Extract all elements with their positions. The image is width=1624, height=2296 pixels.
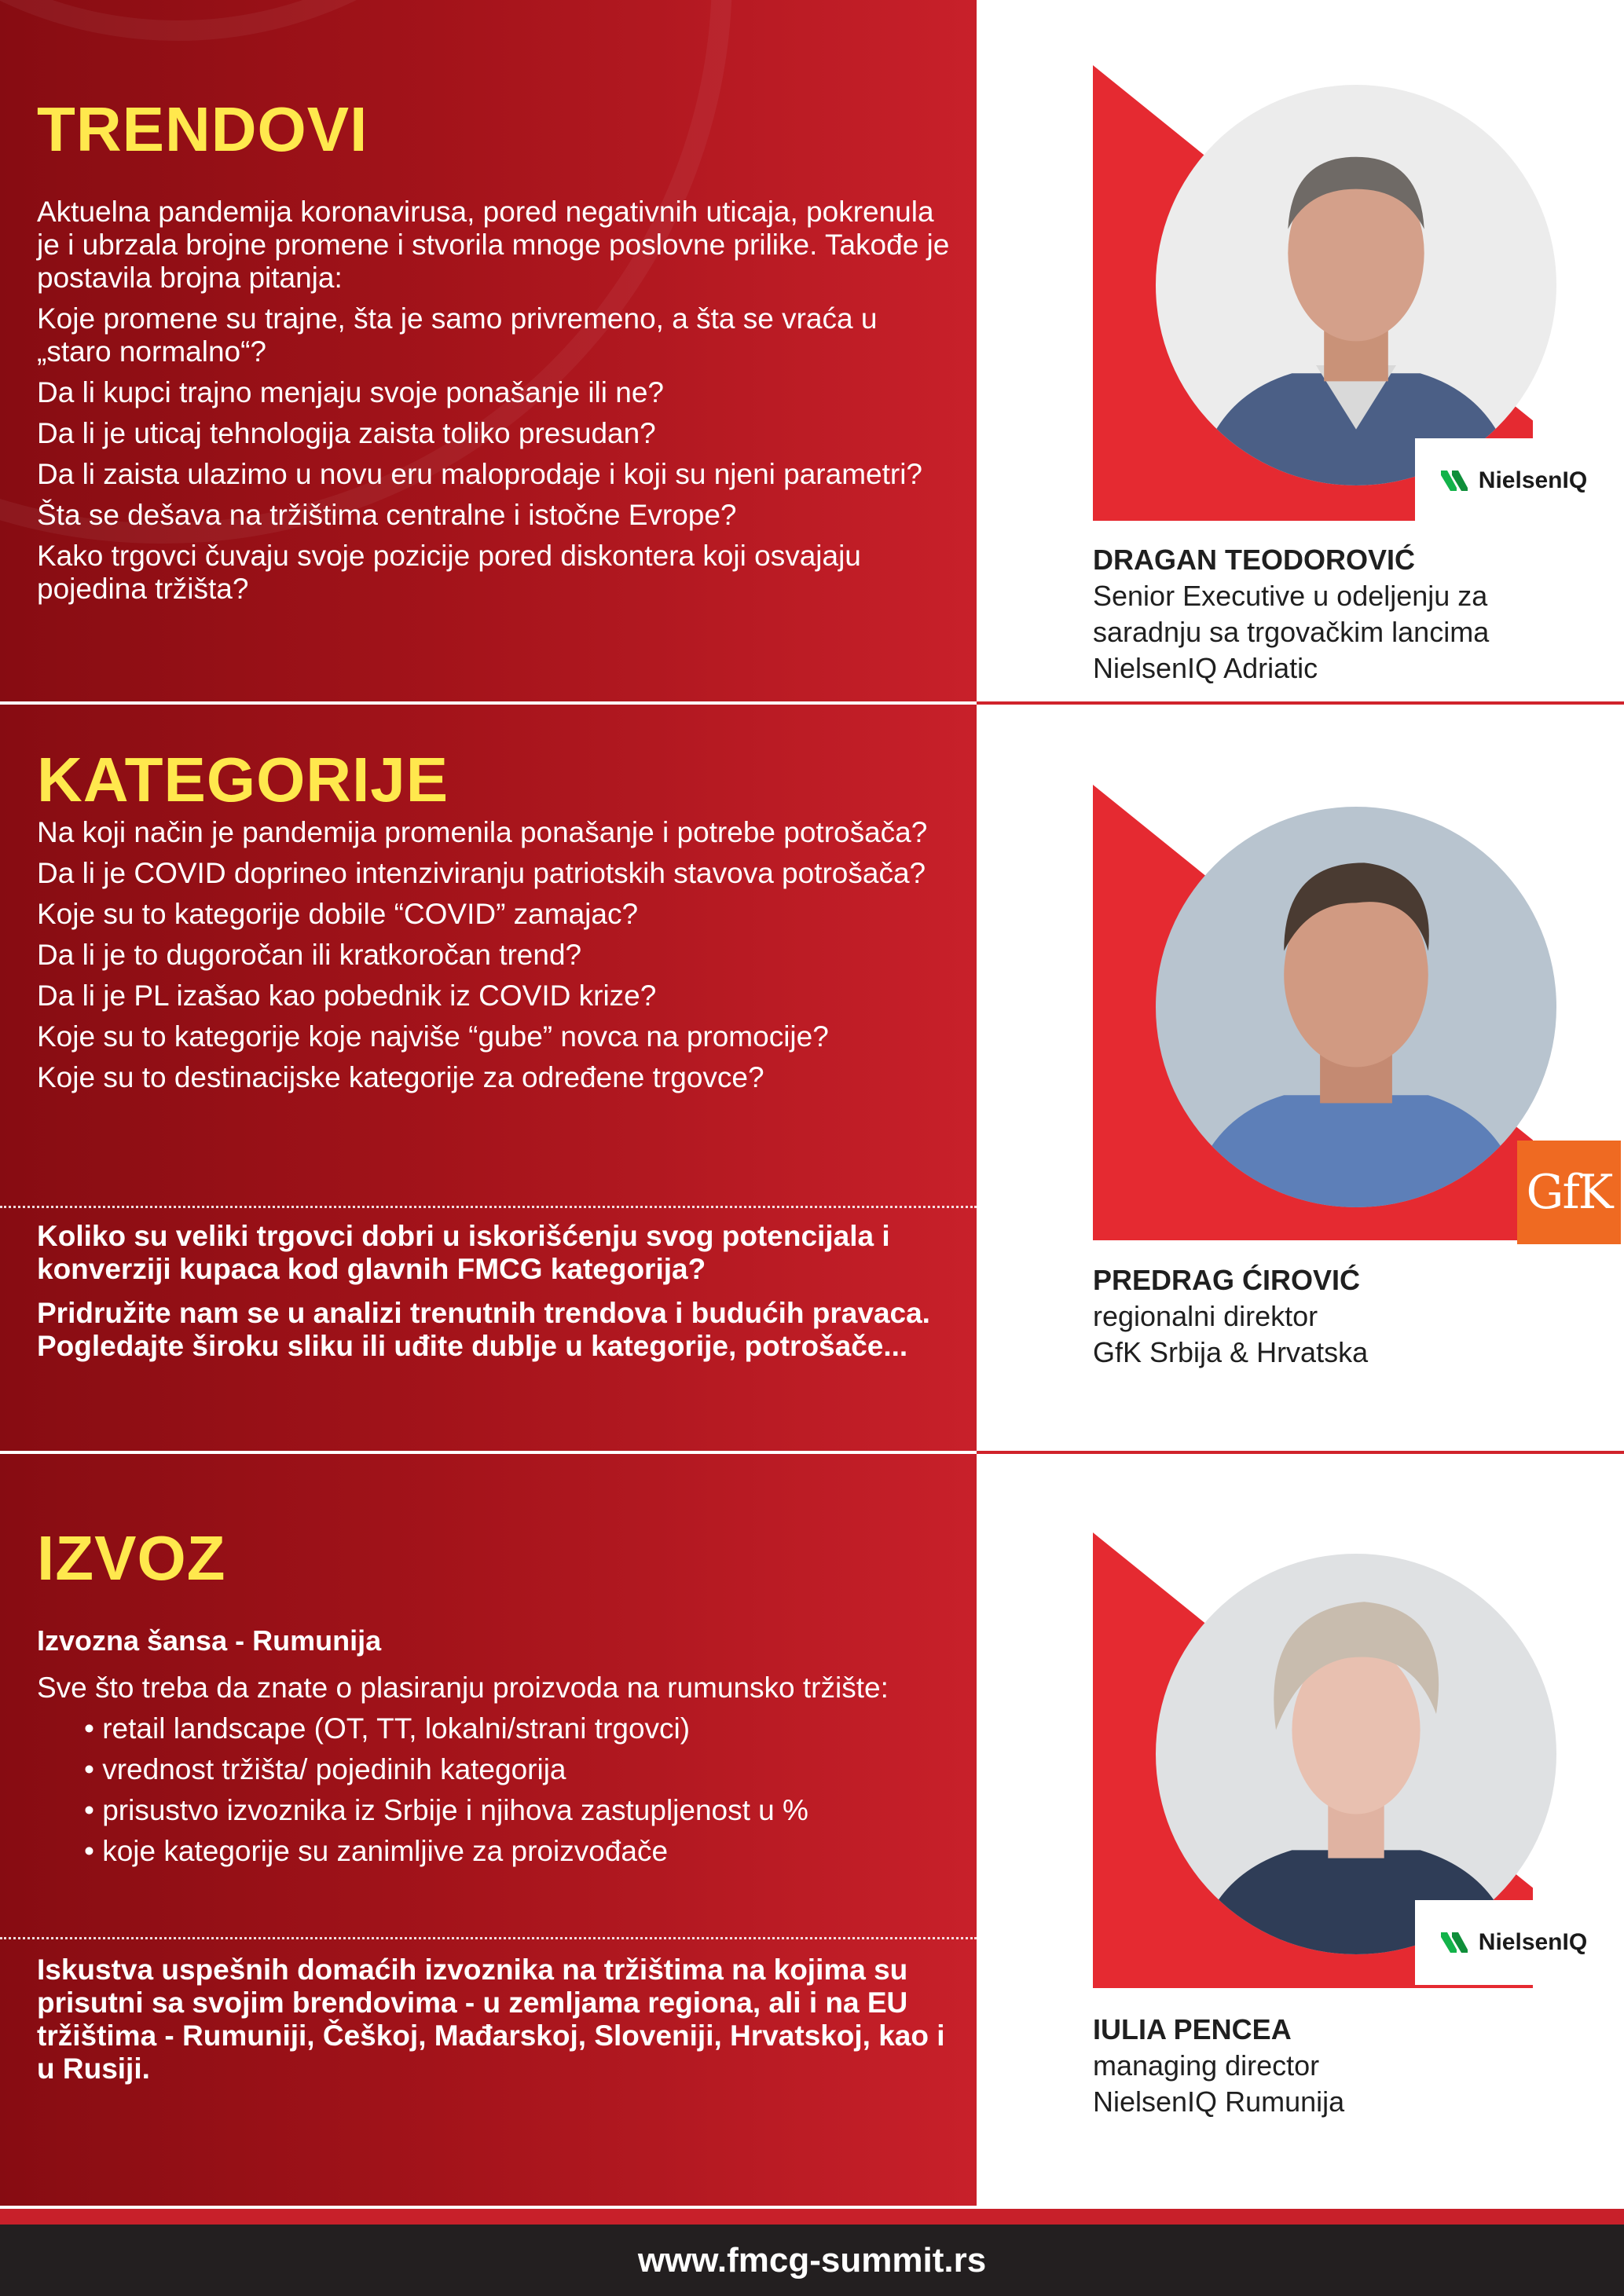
list-item: • prisustvo izvoznika iz Srbije i njihova zastupljenost u % xyxy=(84,1794,952,1827)
dotted-divider xyxy=(0,1937,977,1939)
speaker-role-line: managing director xyxy=(1093,2049,1320,2082)
speaker-photo xyxy=(1156,807,1556,1207)
kategorije-bold-paragraph: Koliko su veliki trgovci dobri u iskorišćenju svog potencijala i konverziji kupaca kod glavnih FMCG kategorija? xyxy=(37,1220,890,1285)
kategorije-paragraph: Koje su to kategorije koje najviše “gube” novca na promocije? xyxy=(37,1020,829,1053)
izvoz-subheading: Izvozna šansa - Rumunija xyxy=(37,1624,382,1657)
kategorije-paragraph: Da li je to dugoročan ili kratkoročan trend? xyxy=(37,939,582,971)
logo-text: NielsenIQ xyxy=(1478,1929,1588,1955)
list-item: • retail landscape (OT, TT, lokalni/strani trgovci) xyxy=(84,1712,952,1745)
izvoz-section xyxy=(0,1454,977,2206)
kategorije-paragraph: Da li je PL izašao kao pobednik iz COVID krize? xyxy=(37,980,657,1012)
list-item: • koje kategorije su zanimljive za proizvođače xyxy=(84,1835,952,1868)
portrait-woman-icon xyxy=(1156,1554,1556,1954)
nielseniq-mark-icon xyxy=(1439,467,1474,494)
trendovi-paragraph: Da li je uticaj tehnologija zaista toliko presudan? xyxy=(37,417,656,449)
speaker-photo xyxy=(1156,1554,1556,1954)
speaker-role-line: Senior Executive u odeljenju za xyxy=(1093,580,1488,612)
footer xyxy=(0,2225,1624,2296)
trendovi-text xyxy=(37,196,952,613)
nielseniq-logo xyxy=(1415,1900,1611,1985)
speaker-info xyxy=(1093,2012,1611,2120)
kategorije-paragraph: Da li je COVID doprineo intenziviranju patriotskih stavova potrošača? xyxy=(37,857,926,889)
kategorije-text xyxy=(37,816,952,1102)
speaker-role-line: NielsenIQ Adriatic xyxy=(1093,652,1318,684)
portrait-man-icon xyxy=(1156,807,1556,1207)
speaker-role-line: NielsenIQ Rumunija xyxy=(1093,2085,1345,2118)
trendovi-paragraph: Koje promene su trajne, šta je samo privremeno, a šta se vraća u „staro normalno“? xyxy=(37,302,878,368)
speaker-card xyxy=(977,705,1624,1451)
speaker-info xyxy=(1093,1262,1611,1371)
izvoz-heading: IZVOZ xyxy=(37,1523,226,1593)
logo-text: GfK xyxy=(1526,1165,1612,1220)
trendovi-section xyxy=(0,0,977,701)
trendovi-paragraph: Da li zaista ulazimo u novu eru maloprodaje i koji su njeni parametri? xyxy=(37,458,923,490)
kategorije-paragraph: Koje su to destinacijske kategorije za određene trgovce? xyxy=(37,1061,764,1093)
izvoz-bullet-list xyxy=(84,1712,952,1868)
kategorije-section xyxy=(0,705,977,1451)
speaker-role-line: regionalni direktor xyxy=(1093,1300,1318,1332)
speaker-card xyxy=(977,1454,1624,2206)
izvoz-text xyxy=(37,1624,952,1876)
nielseniq-mark-icon xyxy=(1439,1929,1474,1956)
trendovi-heading: TRENDOVI xyxy=(37,94,368,164)
trendovi-paragraph: Aktuelna pandemija koronavirusa, pored negativnih uticaja, pokrenula je i ubrzala brojne promene i stvorila mnoge poslovne prilike. Takođe je postavila brojna pitanja: xyxy=(37,196,950,294)
list-item: • vrednost tržišta/ pojedinih kategorija xyxy=(84,1753,952,1786)
trendovi-paragraph: Da li kupci trajno menjaju svoje ponašanje ili ne? xyxy=(37,376,665,408)
izvoz-bold-text xyxy=(37,1954,952,2096)
nielseniq-logo xyxy=(1415,438,1611,523)
kategorije-paragraph: Koje su to kategorije dobile “COVID” zamajac? xyxy=(37,898,639,930)
izvoz-intro: Sve što treba da znate o plasiranju proizvoda na rumunsko tržište: xyxy=(37,1672,889,1704)
speaker-photo xyxy=(1156,85,1556,485)
portrait-man-icon xyxy=(1156,85,1556,485)
speaker-role-line: saradnju sa trgovačkim lancima xyxy=(1093,616,1490,648)
logo-text: NielsenIQ xyxy=(1478,467,1588,493)
speaker-name: IULIA PENCEA xyxy=(1093,2013,1292,2045)
speaker-info xyxy=(1093,542,1611,687)
kategorije-bold-text xyxy=(37,1220,952,1374)
dotted-divider xyxy=(0,1206,977,1208)
gfk-logo xyxy=(1517,1141,1621,1244)
speaker-name: DRAGAN TEODOROVIĆ xyxy=(1093,544,1416,576)
izvoz-bold-paragraph: Iskustva uspešnih domaćih izvoznika na tržištima na kojima su prisutni sa svojim brendovima - u zemljama regiona, ali i na EU tržištima - Rumuniji, Češkoj, Mađarskoj, Sloveniji, Hrvatskoj, kao i u Rusiji. xyxy=(37,1954,945,2085)
kategorije-bold-paragraph: Pridružite nam se u analizi trenutnih trendova i budućih pravaca. Pogledajte široku sliku ili uđite dublje u kategorije, potrošače... xyxy=(37,1297,930,1362)
speaker-card xyxy=(977,0,1624,701)
trendovi-paragraph: Šta se dešava na tržištima centralne i istočne Evrope? xyxy=(37,499,737,531)
footer-accent-bar xyxy=(0,2209,1624,2225)
trendovi-paragraph: Kako trgovci čuvaju svoje pozicije pored diskontera koji osvajaju pojedina tržišta? xyxy=(37,540,861,605)
footer-url-link[interactable]: www.fmcg-summit.rs xyxy=(637,2240,987,2280)
speaker-role-line: GfK Srbija & Hrvatska xyxy=(1093,1336,1369,1368)
kategorije-heading: KATEGORIJE xyxy=(37,745,449,815)
kategorije-paragraph: Na koji način je pandemija promenila ponašanje i potrebe potrošača? xyxy=(37,816,928,848)
speaker-name: PREDRAG ĆIROVIĆ xyxy=(1093,1264,1361,1296)
